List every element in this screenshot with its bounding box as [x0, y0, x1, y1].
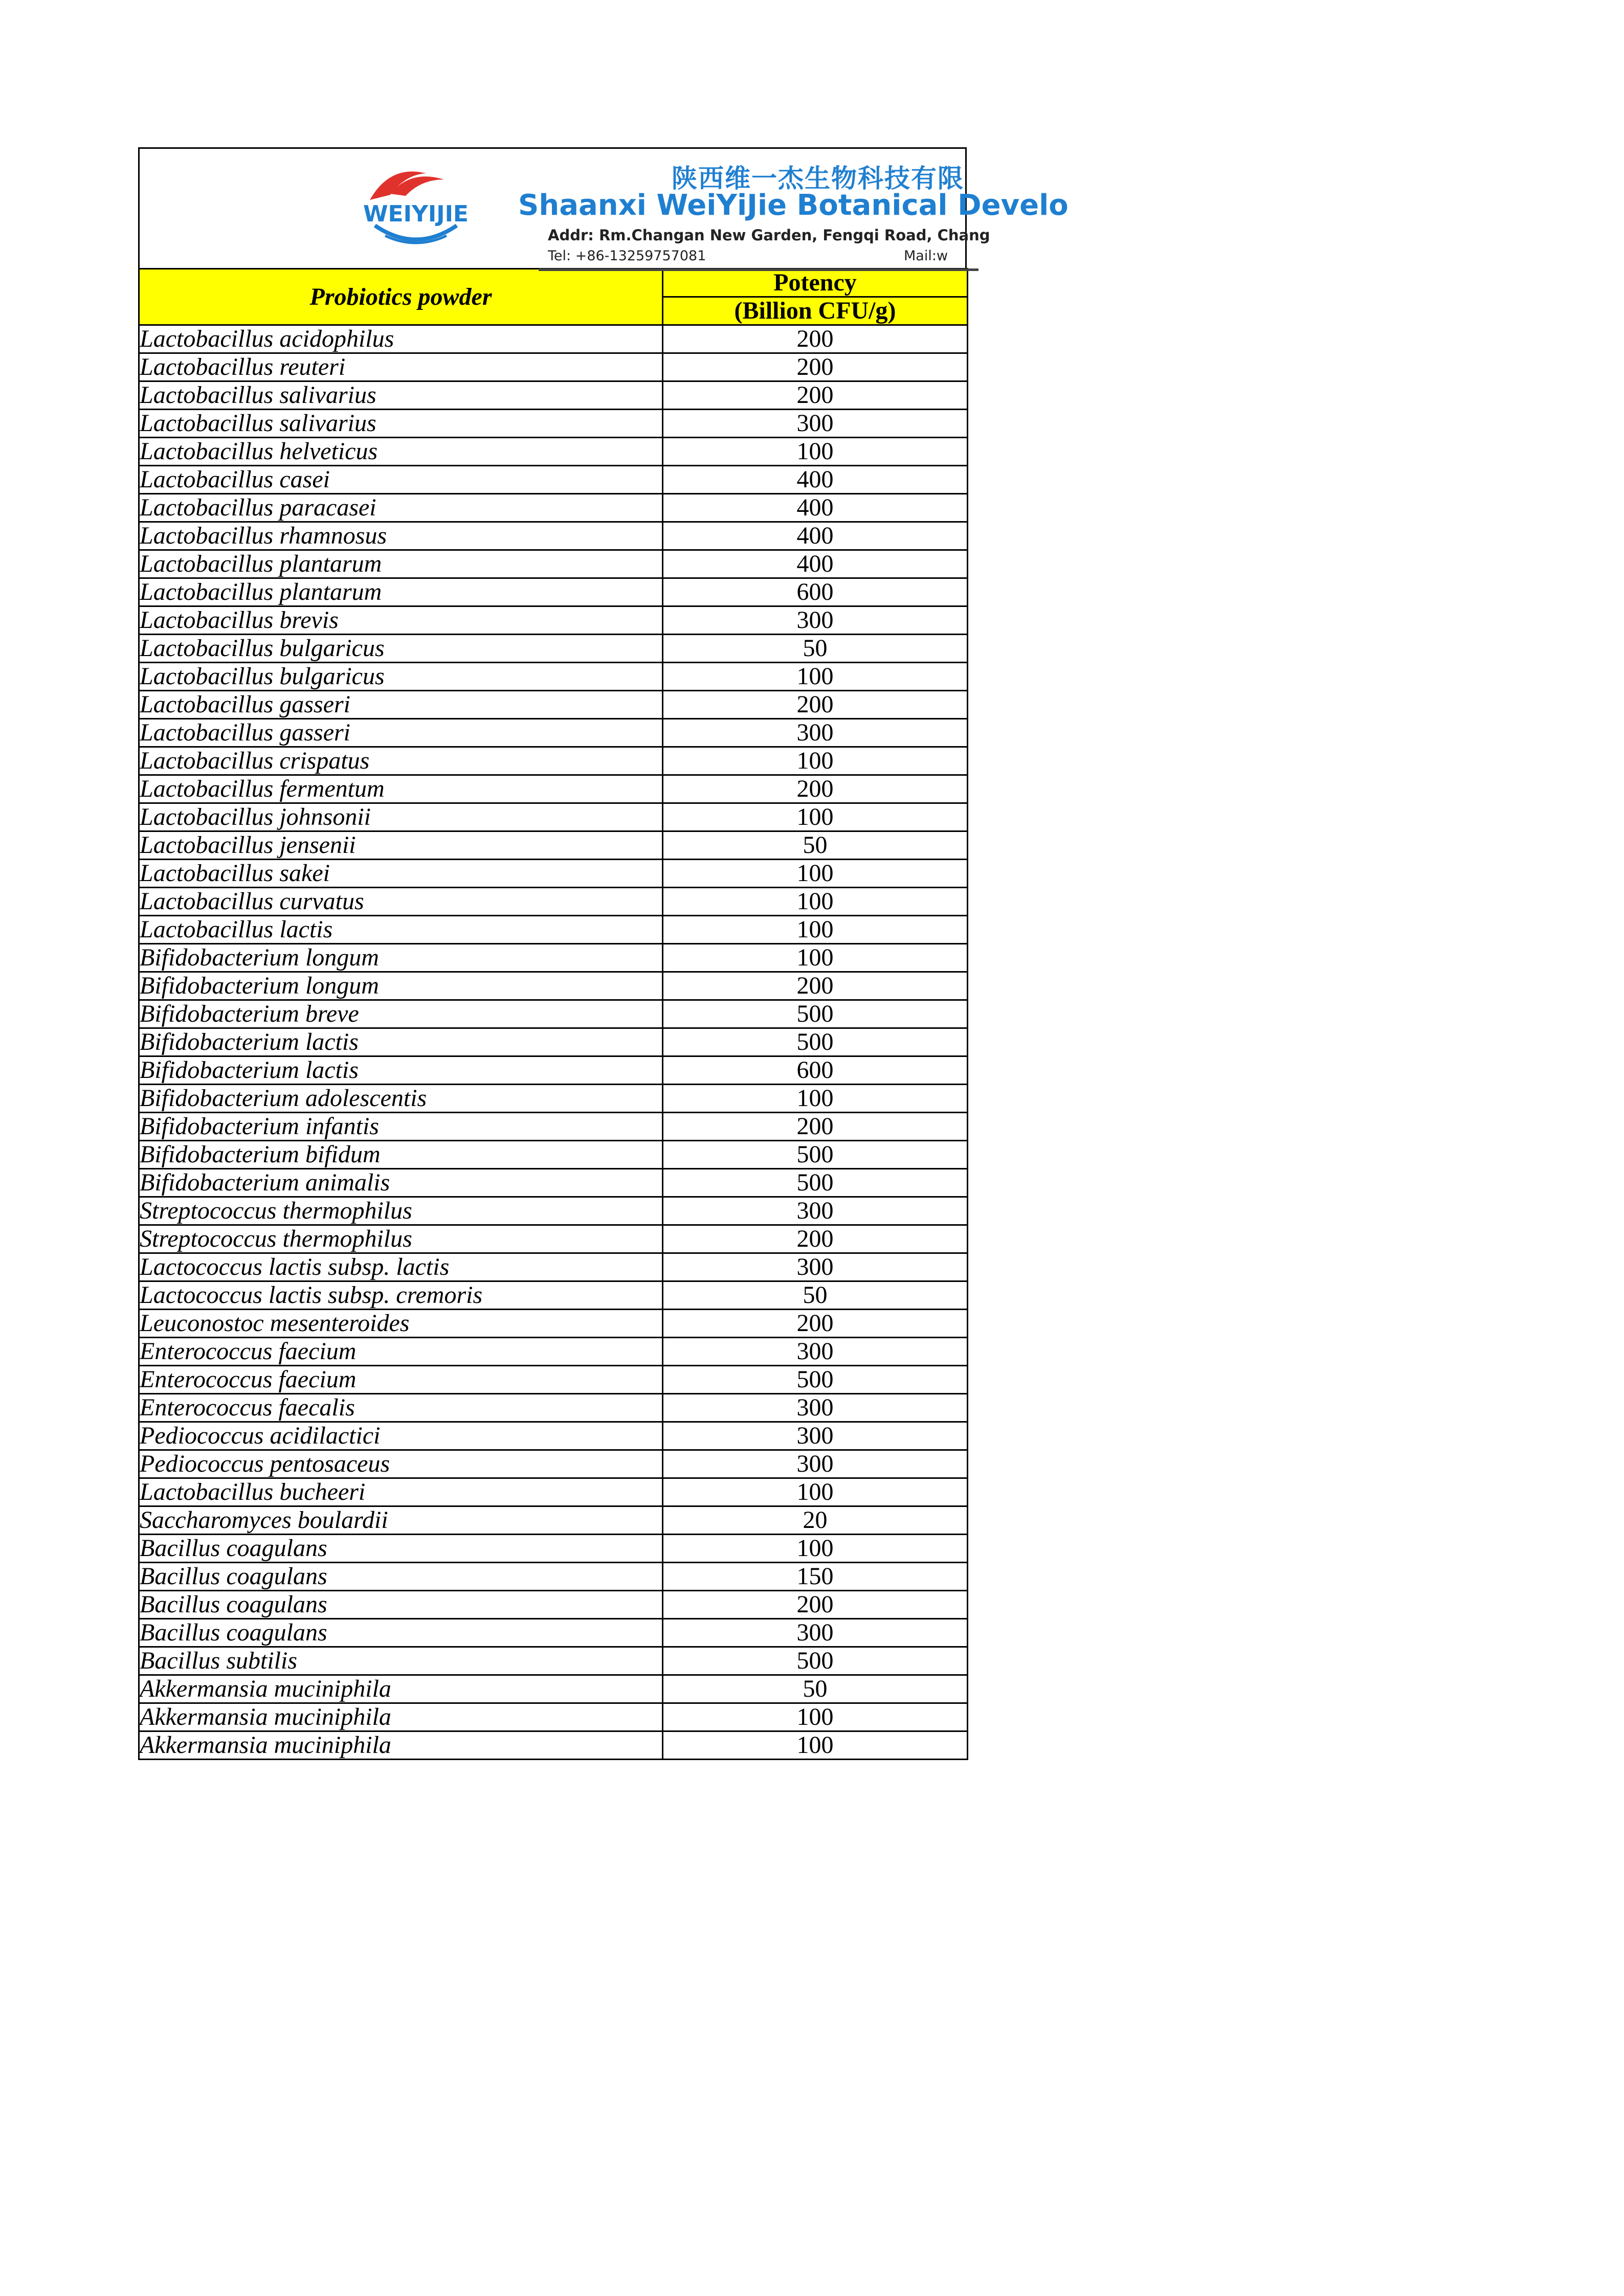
probiotic-name-cell: Lactobacillus rhamnosus	[139, 522, 663, 550]
potency-value-cell: 200	[663, 353, 968, 381]
probiotic-name-cell: Pediococcus pentosaceus	[139, 1450, 663, 1478]
probiotic-name-cell: Saccharomyces boulardii	[139, 1506, 663, 1535]
probiotic-name-cell: Bifidobacterium longum	[139, 972, 663, 1000]
probiotic-name-cell: Bifidobacterium lactis	[139, 1056, 663, 1085]
potency-value-cell: 400	[663, 494, 968, 522]
company-name-chinese: 陕西维一杰生物科技有限	[672, 164, 964, 193]
table-row	[139, 1731, 968, 1760]
header-potency-unit: (Billion CFU/g)	[663, 297, 968, 325]
potency-value-cell: 200	[663, 381, 968, 410]
potency-value-cell: 200	[663, 325, 968, 353]
table-row	[139, 1056, 968, 1085]
potency-value-cell: 200	[663, 1310, 968, 1338]
probiotic-name-cell: Bifidobacterium infantis	[139, 1113, 663, 1141]
potency-value-cell: 300	[663, 410, 968, 438]
table-row	[139, 775, 968, 803]
potency-value-cell: 200	[663, 1591, 968, 1619]
potency-value-cell: 50	[663, 1675, 968, 1703]
potency-value-cell: 50	[663, 1281, 968, 1310]
table-row	[139, 1141, 968, 1169]
table-row	[139, 1675, 968, 1703]
table-row	[139, 1197, 968, 1225]
probiotic-name-cell: Bacillus coagulans	[139, 1591, 663, 1619]
potency-value-cell: 100	[663, 860, 968, 888]
potency-value-cell: 100	[663, 1731, 968, 1760]
probiotic-name-cell: Leuconostoc mesenteroides	[139, 1310, 663, 1338]
table-row	[139, 944, 968, 972]
potency-value-cell: 300	[663, 1450, 968, 1478]
table-row	[139, 381, 968, 410]
probiotic-name-cell: Lactobacillus crispatus	[139, 747, 663, 775]
probiotic-name-cell: Akkermansia muciniphila	[139, 1731, 663, 1760]
table-row	[139, 1394, 968, 1422]
table-row	[139, 1422, 968, 1450]
probiotic-name-cell: Bacillus coagulans	[139, 1563, 663, 1591]
table-row	[139, 550, 968, 578]
table-row	[139, 1000, 968, 1028]
table-row	[139, 1478, 968, 1506]
table-row	[139, 747, 968, 775]
table-body	[139, 325, 968, 1760]
table-row	[139, 1085, 968, 1113]
potency-value-cell: 500	[663, 1141, 968, 1169]
probiotic-name-cell: Lactobacillus gasseri	[139, 719, 663, 747]
potency-value-cell: 600	[663, 578, 968, 606]
table-row	[139, 466, 968, 494]
potency-value-cell: 300	[663, 719, 968, 747]
potency-value-cell: 600	[663, 1056, 968, 1085]
probiotic-name-cell: Streptococcus thermophilus	[139, 1225, 663, 1253]
potency-value-cell: 300	[663, 1422, 968, 1450]
probiotic-name-cell: Lactobacillus salivarius	[139, 410, 663, 438]
probiotic-name-cell: Bifidobacterium longum	[139, 944, 663, 972]
potency-value-cell: 200	[663, 1113, 968, 1141]
probiotic-name-cell: Lactobacillus plantarum	[139, 578, 663, 606]
probiotic-name-cell: Bacillus coagulans	[139, 1535, 663, 1563]
probiotic-name-cell: Akkermansia muciniphila	[139, 1675, 663, 1703]
probiotic-name-cell: Enterococcus faecium	[139, 1338, 663, 1366]
table-row	[139, 410, 968, 438]
table-row	[139, 1225, 968, 1253]
potency-value-cell: 500	[663, 1000, 968, 1028]
probiotic-name-cell: Lactobacillus brevis	[139, 606, 663, 635]
probiotic-name-cell: Lactococcus lactis subsp. cremoris	[139, 1281, 663, 1310]
probiotic-name-cell: Lactobacillus bulgaricus	[139, 663, 663, 691]
potency-value-cell: 100	[663, 1478, 968, 1506]
potency-value-cell: 200	[663, 775, 968, 803]
company-phone: Tel: +86-13259757081	[548, 248, 706, 264]
table-row	[139, 1281, 968, 1310]
potency-value-cell: 100	[663, 803, 968, 831]
probiotic-name-cell: Bifidobacterium lactis	[139, 1028, 663, 1056]
probiotic-name-cell: Pediococcus acidilactici	[139, 1422, 663, 1450]
potency-value-cell: 500	[663, 1647, 968, 1675]
table-row	[139, 888, 968, 916]
potency-value-cell: 50	[663, 831, 968, 860]
table-row	[139, 325, 968, 353]
table-row	[139, 691, 968, 719]
probiotic-name-cell: Enterococcus faecium	[139, 1366, 663, 1394]
potency-value-cell: 100	[663, 438, 968, 466]
company-mail: Mail:w	[904, 248, 948, 264]
potency-value-cell: 200	[663, 691, 968, 719]
probiotic-name-cell: Lactobacillus reuteri	[139, 353, 663, 381]
table-row	[139, 803, 968, 831]
probiotic-name-cell: Lactobacillus helveticus	[139, 438, 663, 466]
table-row	[139, 916, 968, 944]
potency-table	[138, 268, 968, 1760]
header-divider	[539, 268, 978, 271]
probiotic-name-cell: Lactobacillus lactis	[139, 916, 663, 944]
probiotic-name-cell: Lactobacillus fermentum	[139, 775, 663, 803]
table-row	[139, 1366, 968, 1394]
table-header-row	[139, 269, 968, 297]
company-address: Addr: Rm.Changan New Garden, Fengqi Road, Chang	[548, 227, 990, 244]
probiotic-name-cell: Lactobacillus gasseri	[139, 691, 663, 719]
probiotic-name-cell: Streptococcus thermophilus	[139, 1197, 663, 1225]
table-row	[139, 1169, 968, 1197]
table-row	[139, 1338, 968, 1366]
table-row	[139, 1450, 968, 1478]
potency-value-cell: 300	[663, 1253, 968, 1281]
table-row	[139, 635, 968, 663]
potency-value-cell: 200	[663, 972, 968, 1000]
company-info	[518, 157, 1069, 264]
probiotic-name-cell: Lactobacillus plantarum	[139, 550, 663, 578]
probiotic-name-cell: Bifidobacterium adolescentis	[139, 1085, 663, 1113]
probiotic-name-cell: Bacillus subtilis	[139, 1647, 663, 1675]
price-sheet	[138, 147, 1069, 1760]
probiotic-name-cell: Lactococcus lactis subsp. lactis	[139, 1253, 663, 1281]
potency-value-cell: 500	[663, 1366, 968, 1394]
probiotic-name-cell: Enterococcus faecalis	[139, 1394, 663, 1422]
potency-value-cell: 100	[663, 1535, 968, 1563]
probiotic-name-cell: Bacillus coagulans	[139, 1619, 663, 1647]
potency-value-cell: 100	[663, 944, 968, 972]
table-row	[139, 578, 968, 606]
potency-value-cell: 400	[663, 466, 968, 494]
probiotic-name-cell: Lactobacillus paracasei	[139, 494, 663, 522]
potency-value-cell: 300	[663, 1197, 968, 1225]
company-logo	[354, 164, 477, 256]
potency-value-cell: 100	[663, 888, 968, 916]
potency-value-cell: 100	[663, 1703, 968, 1731]
company-name-english: Shaanxi WeiYiJie Botanical Develo	[518, 189, 1069, 222]
table-row	[139, 719, 968, 747]
potency-value-cell: 100	[663, 663, 968, 691]
probiotic-name-cell: Lactobacillus bulgaricus	[139, 635, 663, 663]
probiotic-name-cell: Bifidobacterium bifidum	[139, 1141, 663, 1169]
potency-value-cell: 300	[663, 606, 968, 635]
table-row	[139, 353, 968, 381]
table-row	[139, 860, 968, 888]
potency-value-cell: 300	[663, 1394, 968, 1422]
table-row	[139, 522, 968, 550]
probiotic-name-cell: Lactobacillus curvatus	[139, 888, 663, 916]
potency-value-cell: 500	[663, 1028, 968, 1056]
probiotic-name-cell: Lactobacillus jensenii	[139, 831, 663, 860]
probiotic-name-cell: Bifidobacterium animalis	[139, 1169, 663, 1197]
probiotic-name-cell: Bifidobacterium breve	[139, 1000, 663, 1028]
probiotic-name-cell: Lactobacillus salivarius	[139, 381, 663, 410]
potency-value-cell: 50	[663, 635, 968, 663]
potency-value-cell: 20	[663, 1506, 968, 1535]
table-row	[139, 1591, 968, 1619]
potency-value-cell: 500	[663, 1169, 968, 1197]
table-row	[139, 1113, 968, 1141]
table-row	[139, 1028, 968, 1056]
table-row	[139, 1253, 968, 1281]
potency-value-cell: 100	[663, 916, 968, 944]
probiotic-name-cell: Lactobacillus sakei	[139, 860, 663, 888]
table-row	[139, 831, 968, 860]
probiotic-name-cell: Lactobacillus bucheeri	[139, 1478, 663, 1506]
probiotic-name-cell: Akkermansia muciniphila	[139, 1703, 663, 1731]
table-row	[139, 972, 968, 1000]
potency-value-cell: 300	[663, 1338, 968, 1366]
table-row	[139, 1703, 968, 1731]
company-banner	[138, 147, 1069, 268]
table-row	[139, 1506, 968, 1535]
header-probiotics-powder: Probiotics powder	[139, 269, 663, 325]
table-row	[139, 1310, 968, 1338]
table-row	[139, 438, 968, 466]
probiotic-name-cell: Lactobacillus casei	[139, 466, 663, 494]
probiotic-name-cell: Lactobacillus acidophilus	[139, 325, 663, 353]
header-potency: Potency	[663, 269, 968, 297]
table-row	[139, 1563, 968, 1591]
table-row	[139, 494, 968, 522]
potency-value-cell: 100	[663, 1085, 968, 1113]
table-row	[139, 1619, 968, 1647]
table-row	[139, 1535, 968, 1563]
table-row	[139, 606, 968, 635]
table-row	[139, 1647, 968, 1675]
potency-value-cell: 150	[663, 1563, 968, 1591]
probiotic-name-cell: Lactobacillus johnsonii	[139, 803, 663, 831]
logo-text: WEIYIJIE	[363, 201, 469, 227]
potency-value-cell: 100	[663, 747, 968, 775]
table-row	[139, 663, 968, 691]
potency-value-cell: 200	[663, 1225, 968, 1253]
logo-icon	[354, 164, 477, 256]
potency-value-cell: 400	[663, 522, 968, 550]
potency-value-cell: 300	[663, 1619, 968, 1647]
potency-value-cell: 400	[663, 550, 968, 578]
